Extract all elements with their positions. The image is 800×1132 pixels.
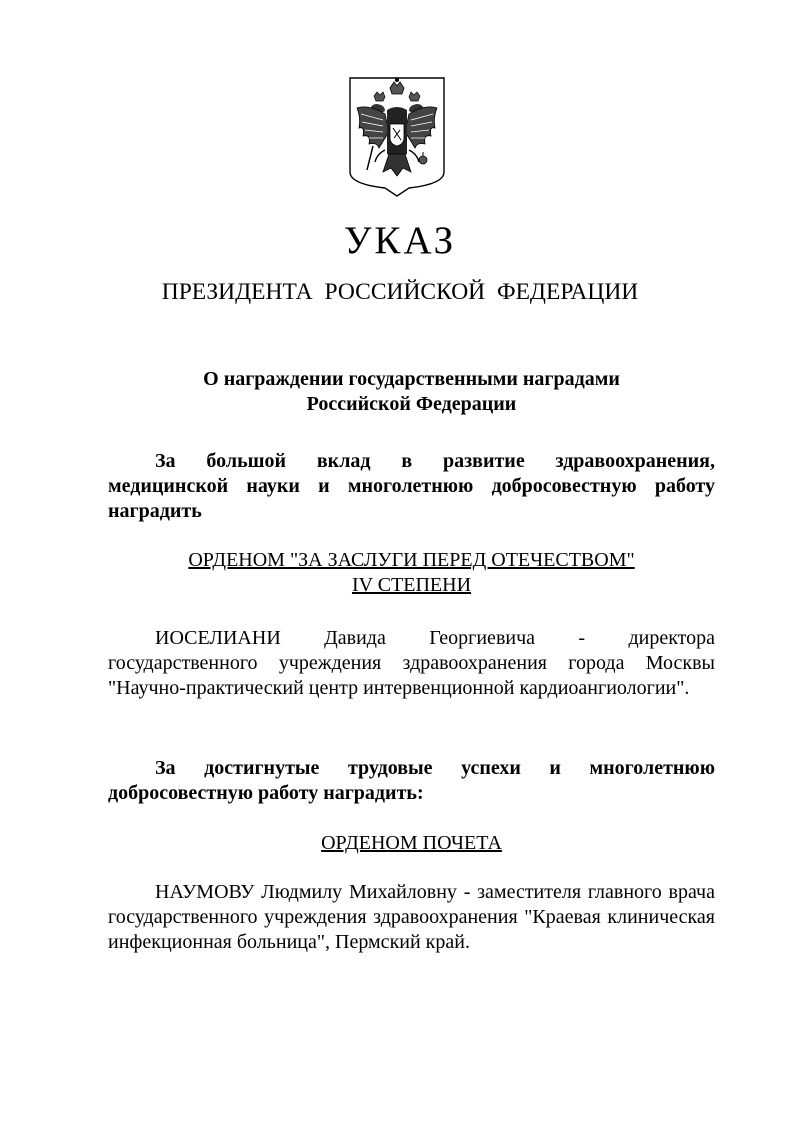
decree-heading	[108, 367, 715, 417]
decree-heading-line: Российской Федерации	[306, 393, 517, 415]
order-name-1	[108, 548, 715, 598]
paragraph-line: государственного учреждения здравоохранения "Краевая клиническая	[108, 906, 715, 928]
order-name-line: ОРДЕНОМ "ЗА ЗАСЛУГИ ПЕРЕД ОТЕЧЕСТВОМ"	[188, 549, 635, 571]
award-rationale-1	[108, 449, 715, 524]
paragraph-line: За достигнутые трудовые успехи и многолетнюю	[155, 757, 715, 779]
document-subtitle: ПРЕЗИДЕНТА РОССИЙСКОЙ ФЕДЕРАЦИИ	[161, 279, 639, 305]
paragraph-line: ИОСЕЛИАНИ Давида Георгиевича - директора	[155, 627, 715, 649]
paragraph-line: наградить	[108, 500, 202, 522]
paragraph-line: государственного учреждения здравоохранения города Москвы	[108, 652, 715, 674]
paragraph-line: НАУМОВУ Людмилу Михайловну - заместителя главного врача	[155, 881, 715, 903]
paragraph-line: медицинской науки и многолетнюю добросовестную работу	[108, 475, 715, 497]
paragraph-line: "Научно-практический центр интервенционной кардиоангиологии".	[108, 677, 690, 699]
decree-heading-line: О награждении государственными наградами	[203, 368, 620, 390]
award-rationale-2	[108, 756, 715, 806]
double-headed-eagle-icon	[347, 74, 447, 198]
coat-of-arms-emblem	[347, 74, 447, 198]
paragraph-line: добросовестную работу наградить:	[108, 782, 424, 804]
order-name-2: ОРДЕНОМ ПОЧЕТА	[321, 832, 502, 854]
order-name-line: IV СТЕПЕНИ	[351, 574, 472, 596]
paragraph-line: инфекционная больница", Пермский край.	[108, 931, 470, 953]
awardee-1	[108, 626, 715, 701]
document-title: УКАЗ	[343, 219, 457, 262]
awardee-2	[108, 880, 715, 955]
paragraph-line: За большой вклад в развитие здравоохранения,	[155, 450, 715, 472]
